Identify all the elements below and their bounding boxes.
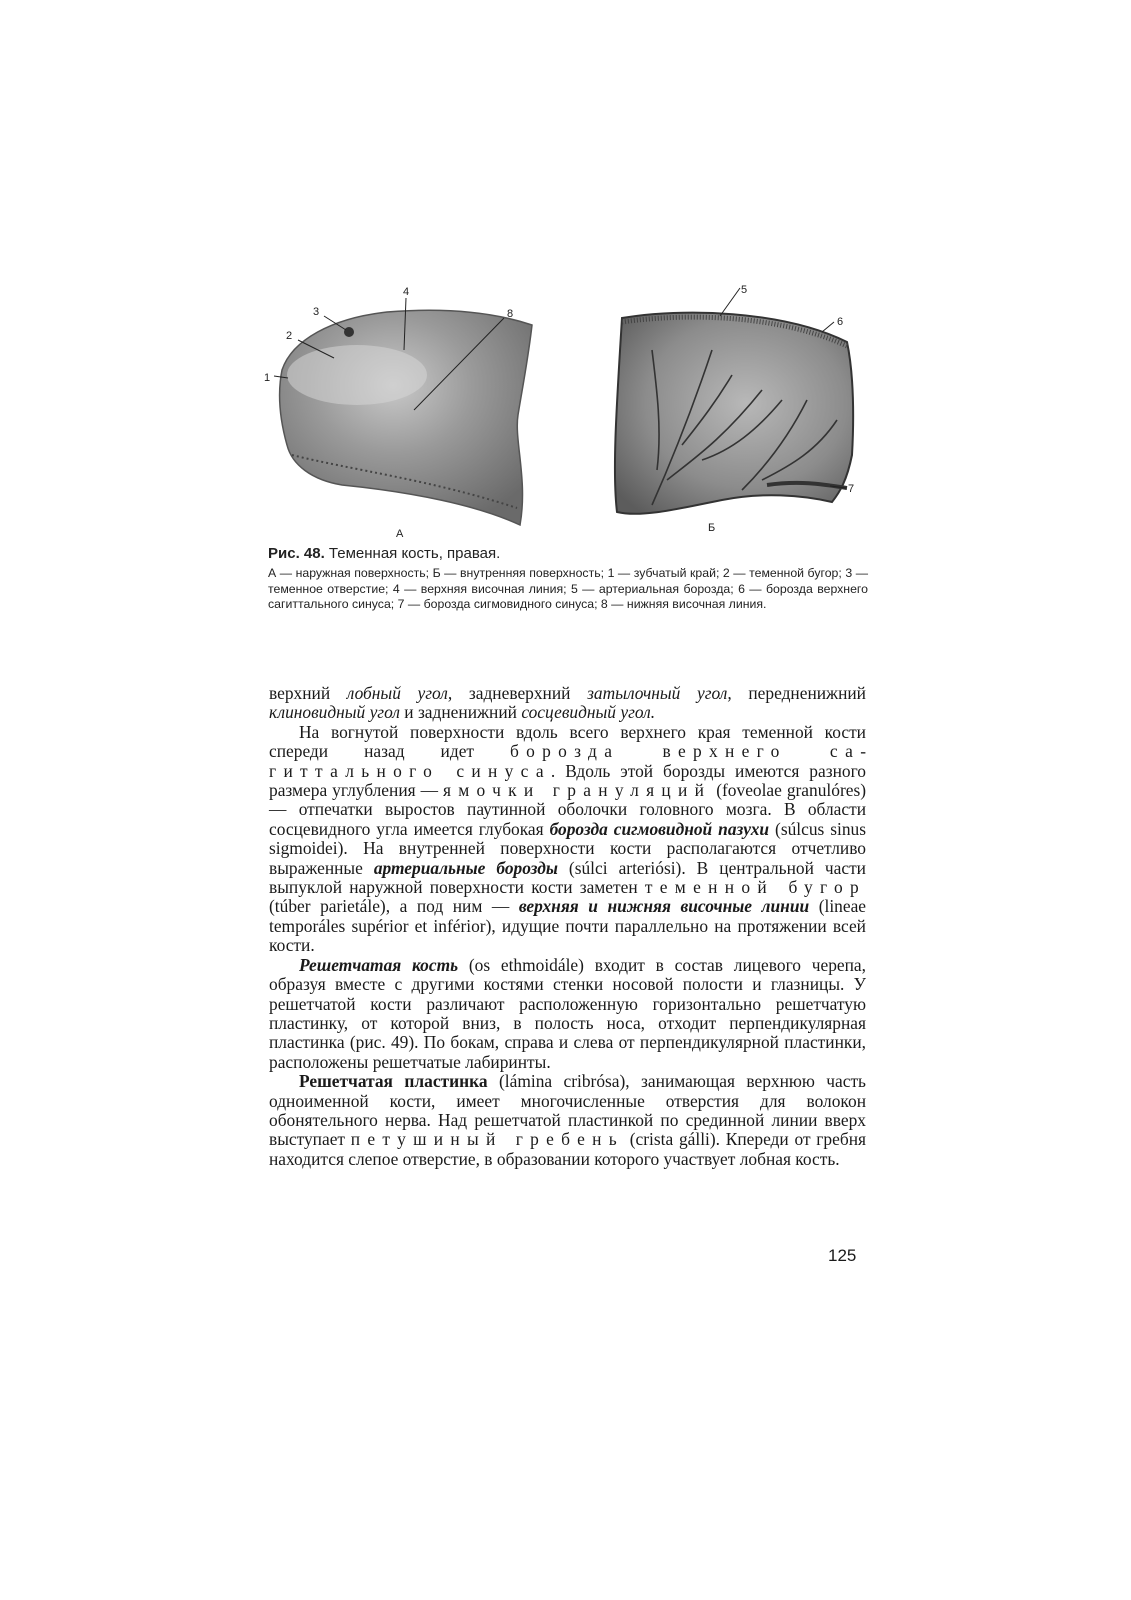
caption-legend: А — наружная поверхность; Б — внутренняя поверхность; 1 — зубчатый край; 2 — теменной бугор; 3 — теменное отверстие; 4 — верхняя височная линия; 5 — артериальная борозда; 6 — борозда верхнего сагиттального синуса; 7 — борозда сигмовидного синуса; 8 — нижняя височная линия.: [268, 566, 868, 611]
label-2: 2: [286, 330, 293, 342]
parietal-tuber-highlight: [287, 345, 427, 405]
figure-illustration: [262, 280, 872, 550]
figure-caption: [268, 545, 868, 613]
figure-parietal-bone: [262, 280, 872, 550]
label-3: 3: [313, 306, 320, 318]
label-panel-b: Б: [708, 522, 716, 534]
panel-b-inner-surface: [615, 288, 853, 514]
paragraph-2: На вогнутой поверхности вдоль всего верхнего края теменной кости спереди назад идет борозда верхнего сагиттального синуса. Вдоль этой борозды имеются разного размера углубления — ямочки грануляций (foveolae granulóres) — отпечатки выростов паутинной оболочки головного мозга. В области сосцевидного угла имеется глубокая борозда сигмовидной пазухи (súlcus sinus sigmoidei). На внутренней поверхности кости располагаются отчетливо выраженные артериальные борозды (súlci arteriósi). В центральной части выпуклой наружной поверхности кости заметен теменной бугор (túber parietále), а под ним — верхняя и нижняя височные линии (lineae temporáles supérior et inférior), идущие почти параллельно на протяжении всей кости.: [269, 721, 867, 956]
paragraph-4: Решетчатая пластинка (lámina cribrósa), занимающая верхнюю часть одноименной кости, имеет многочисленные отверстия для волокон обонятельного нерва. Над решетчатой пластинкой по срединной линии вверх выступает петушиный гребень (crista gálli). Кпереди от гребня находится слепое отверстие, в образовании которого участвует лобная кость.: [269, 1071, 866, 1169]
outer-bone-shape: [280, 310, 532, 525]
label-8: 8: [507, 308, 514, 320]
caption-figure-title: Теменная кость, правая.: [324, 545, 501, 562]
panel-a-outer-surface: [274, 298, 532, 525]
page-number: 125: [828, 1246, 857, 1265]
caption-title: [268, 545, 868, 562]
paragraph-3: Решетчатая кость (os ethmoidále) входит в состав лицевого черепа, образуя вместе с другими костями стенки носовой полости и глазницы. У решетчатой кости различают расположенную горизонтально решетчатую пластинку, от которой вниз, в полость носа, отходит перпендикулярная пластинка (рис. 49). По бокам, справа и слева от перпендикулярной пластинки, расположены решетчатые лабиринты.: [269, 954, 866, 1072]
label-1: 1: [264, 372, 271, 384]
label-6: 6: [837, 316, 844, 328]
label-7: 7: [848, 483, 855, 495]
label-4: 4: [403, 286, 410, 298]
paragraph-1: верхний лобный угол, задневерхний затылочный угол, передненижний клиновидный угол и задненижний сосцевидный угол.: [269, 683, 866, 723]
parietal-foramen: [344, 327, 354, 337]
label-5: 5: [741, 284, 748, 296]
label-panel-a: А: [396, 528, 404, 540]
caption-figure-number: Рис. 48.: [268, 545, 325, 562]
main-text: [269, 684, 866, 1169]
